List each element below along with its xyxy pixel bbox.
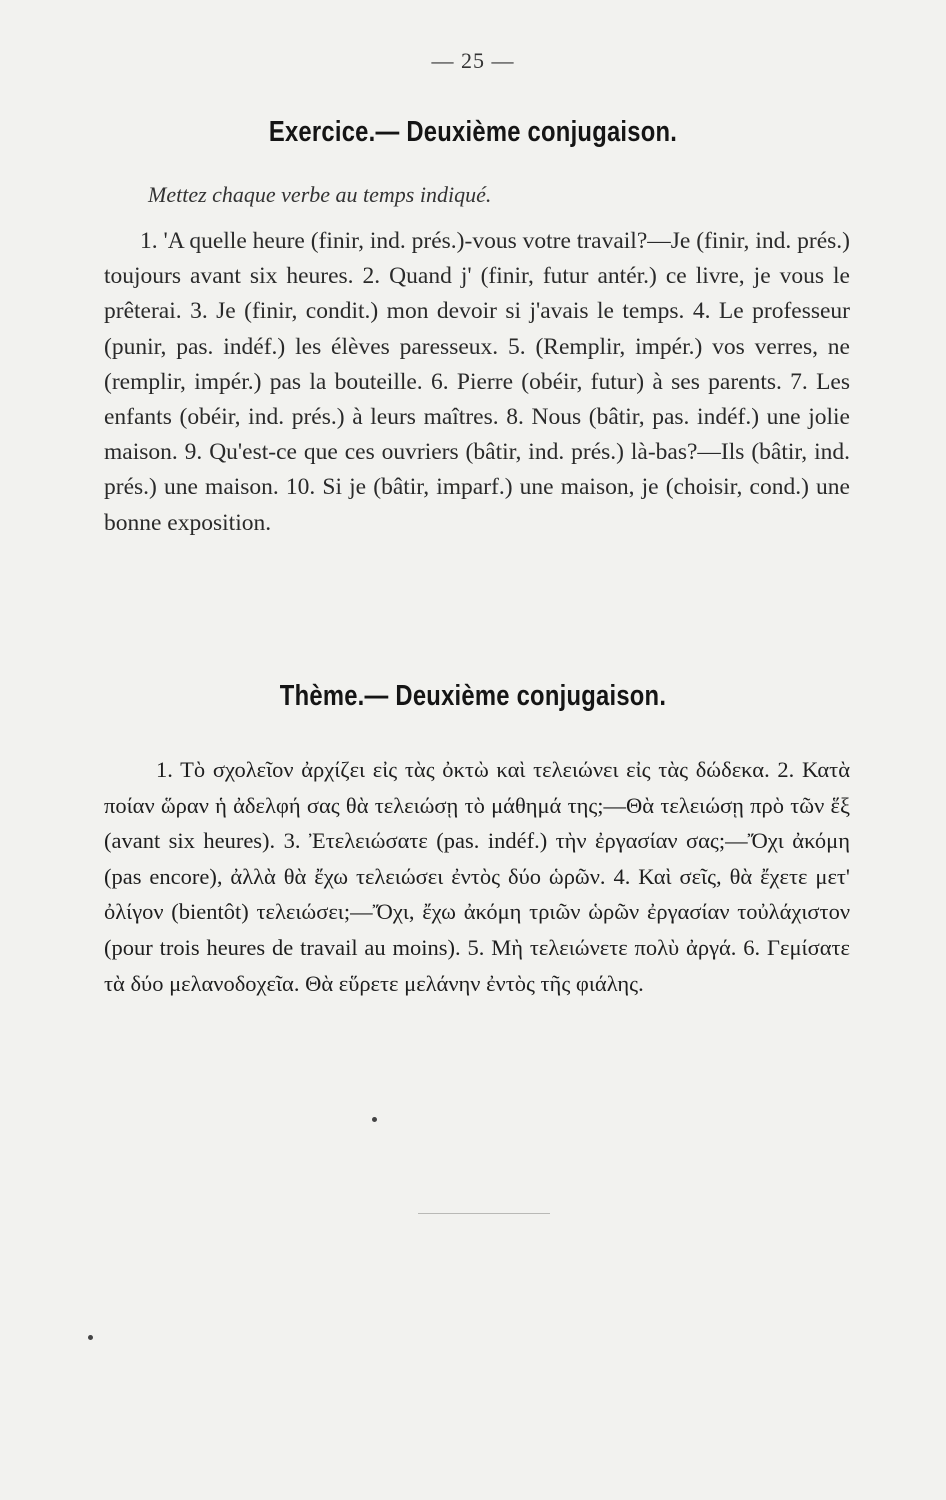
exercise-instruction: Mettez chaque verbe au temps indiqué. (148, 182, 492, 207)
theme-paragraph: 1. Τὸ σχολεῖον ἀρχίζει εἰς τὰς ὀκτὼ καὶ τελειώνει εἰς τὰς δώδεκα. 2. Κατὰ ποίαν ὥραν ἡ ἀδελφή σας θὰ τελειώσῃ τὸ μάθημά της;—Θὰ τελειώσῃ πρὸ τῶν ἕξ (avant six heures). 3. Ἐτελειώσατε (pas. indéf.) τὴν ἐργασίαν σας;—Ὄχι ἀκόμη (pas encore), ἀλλὰ θὰ ἔχω τελειώσει ἐντὸς δύο ὡρῶν. 4. Καὶ σεῖς, θὰ ἔχετε μετ' ὀλίγον (bientôt) τελειώσει;—Ὄχι, ἔχω ἀκόμη τριῶν ὡρῶν ἐργασίαν τοὐλάχιστον (pour trois heures de travail au moins). 5. Μὴ τελειώνετε πολὺ ἀργά. 6. Γεμίσατε τὰ δύο μελανοδοχεῖα. Θὰ εὕρετε μελάνην ἐντὸς τῆς φιάλης. (104, 757, 850, 996)
page-number: — 25 — (431, 48, 515, 73)
theme-heading: Thème.— Deuxième conjugaison. (279, 680, 667, 712)
exercise-heading: Exercice.— Deuxième conjugaison. (268, 116, 678, 148)
exercise-paragraph: 1. 'A quelle heure (finir, ind. prés.)-vous votre travail?—Je (finir, ind. prés.) toujours avant six heures. 2. Quand j' (finir, futur antér.) ce livre, je vous le prêterai. 3. Je (finir, condit.) mon devoir si j'avais le temps. 4. Le professeur (punir, pas. indéf.) les élèves paresseux. 5. (Remplir, impér.) vos verres, ne (remplir, impér.) pas la bouteille. 6. Pierre (obéir, futur) à ses parents. 7. Les enfants (obéir, ind. prés.) à leurs maîtres. 8. Nous (bâtir, pas. indéf.) une jolie maison. 9. Qu'est-ce que ces ouvriers (bâtir, ind. prés.) là-bas?—Ils (bâtir, ind. prés.) une maison. 10. Si je (bâtir, imparf.) une maison, je (choisir, cond.) une bonne exposition. (104, 228, 850, 536)
section-divider (418, 1213, 550, 1214)
ink-speck (88, 1335, 93, 1340)
ink-speck (372, 1117, 377, 1122)
